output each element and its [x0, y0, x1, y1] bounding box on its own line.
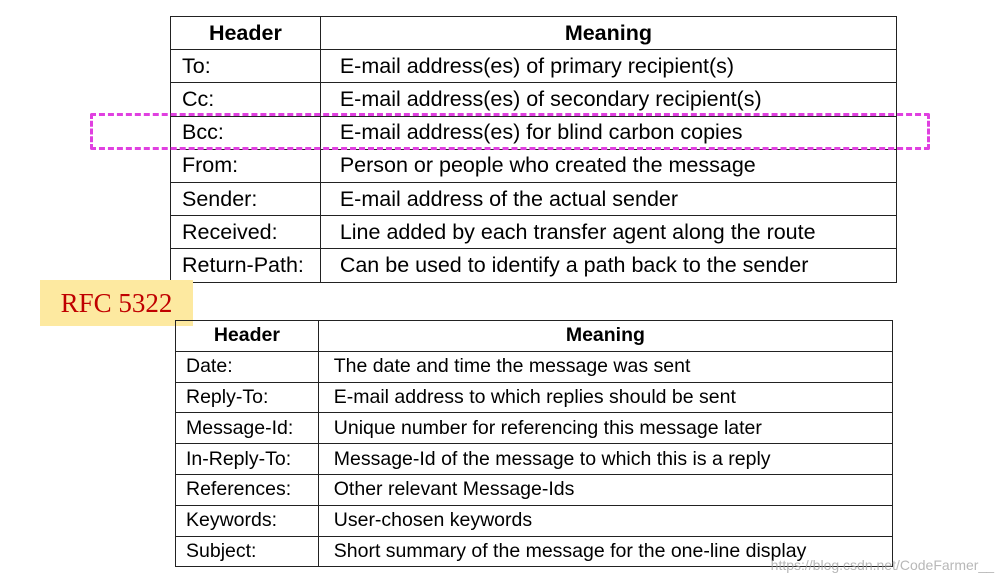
rfc-label: RFC 5322	[40, 280, 193, 326]
table-row	[176, 444, 893, 475]
table-row	[171, 182, 897, 215]
table-row	[171, 216, 897, 249]
meaning-cell: E-mail address of the actual sender	[320, 182, 896, 215]
table-row	[171, 50, 897, 83]
header-cell: Received:	[171, 216, 321, 249]
meaning-cell: Other relevant Message-Ids	[318, 474, 892, 505]
header-cell: Sender:	[171, 182, 321, 215]
meaning-cell: Can be used to identify a path back to the sender	[320, 249, 896, 282]
table-row	[171, 149, 897, 182]
table-row	[171, 83, 897, 116]
watermark: https://blog.csdn.net/CodeFarmer__	[770, 557, 994, 573]
meaning-cell: Person or people who created the message	[320, 149, 896, 182]
header-table-1	[170, 16, 897, 283]
header-cell: Bcc:	[171, 116, 321, 149]
meaning-cell: E-mail address(es) of secondary recipient(s)	[320, 83, 896, 116]
header-cell: Message-Id:	[176, 413, 319, 444]
meaning-cell: E-mail address(es) for blind carbon copies	[320, 116, 896, 149]
meaning-cell: Unique number for referencing this message later	[318, 413, 892, 444]
table-header-row	[176, 321, 893, 352]
header-cell: References:	[176, 474, 319, 505]
column-header-header: Header	[176, 321, 319, 352]
header-cell: Subject:	[176, 536, 319, 567]
header-cell: To:	[171, 50, 321, 83]
table-row	[176, 382, 893, 413]
header-cell: Reply-To:	[176, 382, 319, 413]
meaning-cell: Line added by each transfer agent along the route	[320, 216, 896, 249]
meaning-cell: User-chosen keywords	[318, 505, 892, 536]
header-cell: Keywords:	[176, 505, 319, 536]
table-row	[171, 116, 897, 149]
table-row	[176, 505, 893, 536]
meaning-cell: E-mail address(es) of primary recipient(s)	[320, 50, 896, 83]
column-header-meaning: Meaning	[318, 321, 892, 352]
column-header-meaning: Meaning	[320, 17, 896, 50]
meaning-cell: E-mail address to which replies should be sent	[318, 382, 892, 413]
table-row	[176, 351, 893, 382]
header-cell: In-Reply-To:	[176, 444, 319, 475]
meaning-cell: The date and time the message was sent	[318, 351, 892, 382]
header-cell: From:	[171, 149, 321, 182]
header-cell: Date:	[176, 351, 319, 382]
meaning-cell: Short summary of the message for the one-line display	[318, 536, 892, 567]
table-row	[171, 249, 897, 282]
header-cell: Cc:	[171, 83, 321, 116]
column-header-header: Header	[171, 17, 321, 50]
header-table-2	[175, 320, 893, 567]
header-cell: Return-Path:	[171, 249, 321, 282]
table-row	[176, 413, 893, 444]
meaning-cell: Message-Id of the message to which this is a reply	[318, 444, 892, 475]
table-header-row	[171, 17, 897, 50]
table-row	[176, 474, 893, 505]
